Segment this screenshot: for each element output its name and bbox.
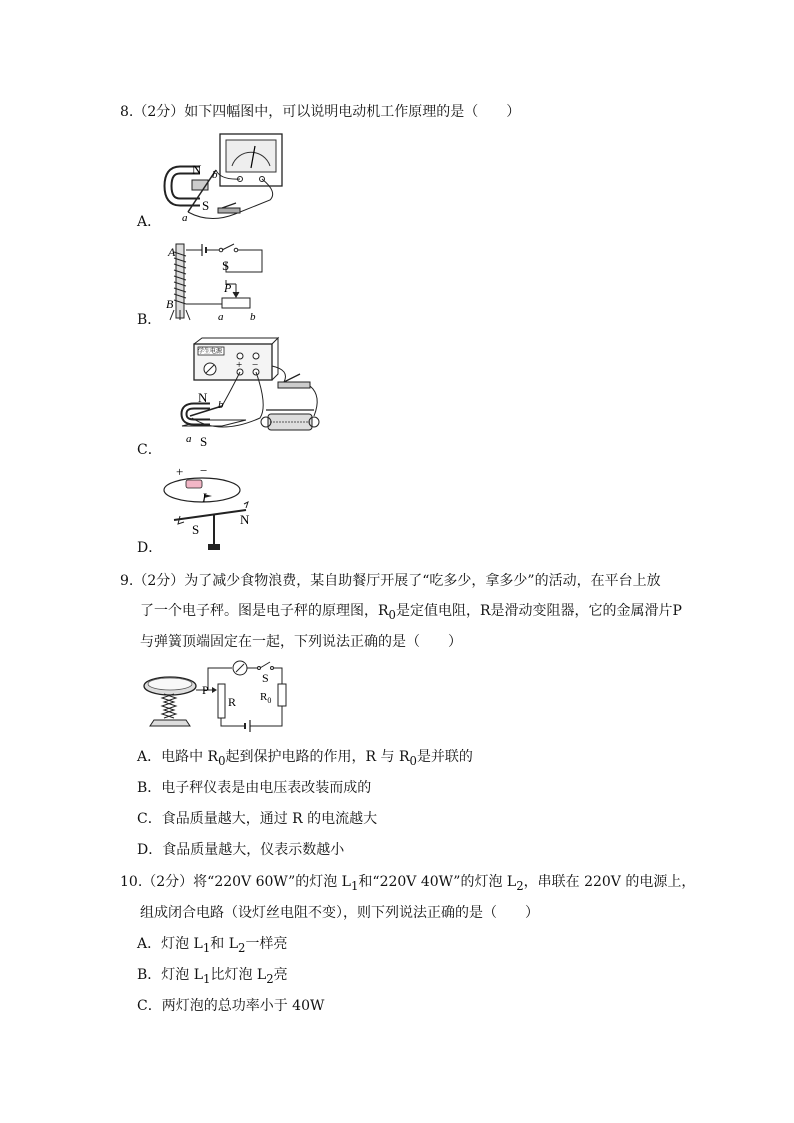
q9-fig-p: P xyxy=(202,683,209,697)
fig-b-s: S xyxy=(222,258,230,273)
q9-option-d: D．食品质量越大，仪表示数越小 xyxy=(137,842,345,858)
q9-option-b: B．电子秤仪表是由电压表改装而成的 xyxy=(137,780,372,796)
fig-d-n: N xyxy=(240,512,250,527)
q9-option-a: A．电路中 $R_0$起到保护电路的作用，R 与 $R_0$是并联的 xyxy=(137,749,473,768)
q9-stem-line3: 与弹簧顶端固定在一起，下列说法正确的是（ ） xyxy=(140,634,462,650)
q8-figure-d xyxy=(160,466,270,554)
fig-d-s: S xyxy=(192,522,200,537)
q8-figure-b xyxy=(164,240,274,322)
q9-option-c: C．食品质量越大，通过 R 的电流越大 xyxy=(137,811,378,827)
fig-b-a: a xyxy=(218,311,224,322)
fig-a-a: a xyxy=(182,212,188,224)
q10-stem-line2: 组成闭合电路（设灯丝电阻不变），则下列说法正确的是（ ） xyxy=(140,905,539,921)
q9-fig-s: S xyxy=(262,671,269,685)
fig-a-n: N xyxy=(192,162,202,177)
q10-stem-line1: 10.（2分）将“220V 60W”的灯泡 $L_1$和“220V 40W”的灯泡 $L_2$，串联在 220V 的电源上， xyxy=(120,874,696,893)
q8-figure-c xyxy=(160,336,330,448)
fig-b-b: b xyxy=(250,311,256,322)
fig-b-b-bottom: B xyxy=(166,297,174,311)
fig-a-s: S xyxy=(202,198,210,213)
q8-figure-a xyxy=(160,130,290,225)
q8-stem: 8.（2分）如下四幅图中，可以说明电动机工作原理的是（ ） xyxy=(120,104,521,120)
q9-figure xyxy=(140,660,290,732)
fig-b-p: P xyxy=(224,281,232,295)
q10-option-c: C．两灯泡的总功率小于 40W xyxy=(137,998,325,1014)
q8-option-b: B． xyxy=(137,312,162,328)
q9-fig-r0: $R_0$ xyxy=(260,691,272,705)
q9-stem-line2: 了一个电子秤。图是电子秤的原理图，$R_0$是定值电阻，R是滑动变阻器，它的金属滑片P xyxy=(140,603,682,622)
fig-c-s: S xyxy=(200,434,208,448)
fig-d-plus: + xyxy=(176,466,184,479)
q8-option-d: D． xyxy=(137,540,163,556)
fig-c-b: b xyxy=(218,399,224,411)
fig-d-minus: − xyxy=(200,466,208,478)
fig-b-a-top: A xyxy=(168,245,176,259)
q9-stem-line1: 9.（2分）为了减少食物浪费，某自助餐厅开展了“吃多少，拿多少”的活动，在平台上放 xyxy=(120,573,661,589)
q8-option-a: A． xyxy=(137,214,162,230)
q10-option-a: A．灯泡 $L_1$和 $L_2$一样亮 xyxy=(137,936,288,955)
fig-d-i: I xyxy=(202,490,207,505)
fig-c-n: N xyxy=(198,390,208,405)
fig-c-minus: − xyxy=(252,359,259,371)
fig-c-plus: + xyxy=(236,359,243,371)
q10-option-b: B．灯泡 $L_1$比灯泡 $L_2$亮 xyxy=(137,967,288,986)
fig-c-box-label: 学生电源 xyxy=(198,348,223,355)
q8-option-c: C． xyxy=(137,442,162,458)
fig-c-a: a xyxy=(186,433,192,445)
q9-fig-r: R xyxy=(228,695,237,709)
fig-a-b: b xyxy=(212,169,218,181)
